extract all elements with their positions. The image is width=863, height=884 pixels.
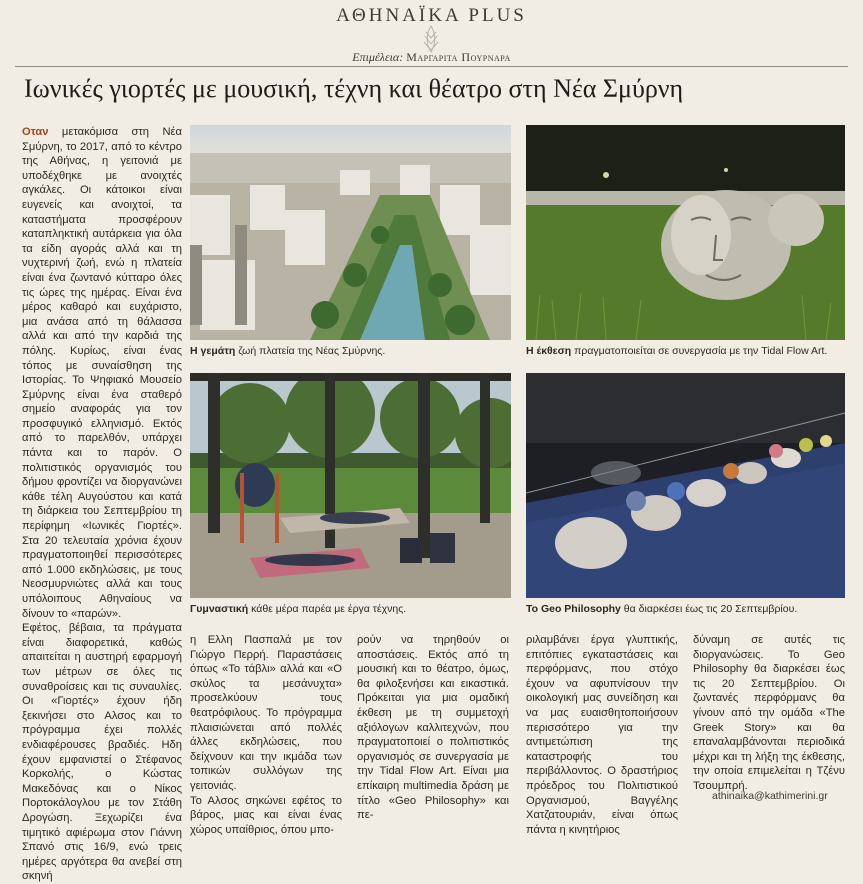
caption-gymnastics [190, 603, 406, 615]
article-column-1 [22, 125, 182, 883]
editor-credit [0, 50, 863, 65]
lead-word: Οταν [22, 126, 49, 138]
column-1-text: μετακόμισα στη Νέα Σμύρνη, το 2017, από το κέντρο της Αθήνας, η γειτονιά με υποδέχθηκε με ανοιχτές αγκάλες. Οι κάτοικοι είναι ευγενείς και ανοιχτοί, τα καταστήματα προσφέρουν καταπληκτική αυτάρκεια για όλα τα είδη αγοράς αλλά και τη νυχτερινή ζωή, ενώ η πλατεία είναι ένα ζωντανό κύτταρο όλες τις ώρες της ημέρας. Είναι ένα μέρος καθαρό και ευχάριστο, μια ανάσα από τη θάλασσα αλλά και από την καρδιά της πόλης. Κυρίως, είναι ένας τόπος με συναίσθηση της Ιστορίας. Το Ψηφιακό Μουσείο Σμύρνης είναι ένα σταθερό σημείο αναφοράς για τον προσφυγικό ελληνισμό. Εκτός από το παρελθόν, υπάρχει πάντα και το παρόν. Ο πολιτιστικός οργανισμός του δήμου φροντίζει να διοργανώνει κάθε τέλη Αυγούστου και κατά τη διάρκεια του Σεπτεμβρίου τη περίφημη «Ιωνικές Γιορτές». Στα 20 τελευταία χρόνια έχουν πραγματοποιηθεί περισσότερες από 1.000 εκδηλώσεις, με τους Νεοσμυρνιώτες αλλά και τους υπόλοιπους Αθηναίους να δίνουν το «παρών». Εφέτος, βέβαια, τα πράγματα είναι διαφορετικά, καθώς απαιτείται η αυστηρή εφαρμογή των μέτρων σε όλες τις συναθροίσεις και τις συναυλίες. Οι «Γιορτές» έχουν ήδη ξεκινήσει στο Αλσος και το πρόγραμμα έχει πολλές ενδιαφέρουσες βραδιές. Ηδη έχουν εμφανιστεί ο Στέφανος Κορκολής, ο Κώστας Μακεδόνας και ο Νίκος Πορτοκάλογλου με τον Στάθη Δρογώση. Ξεχωρίζει ένα τιμητικό αφιέρωμα στον Γιάννη Σπανό στις 16/9, ενώ τρεις ημέρες αργότερα θα ανεβεί στη σκηνή [22, 126, 182, 883]
article-column-4: ριλαμβάνει έργα γλυπτικής, επιτόπιες εγκαταστάσεις και περφόρμανς, που στόχο έχουν να αφυπνίσουν την οικολογική μας συνείδηση και να μας ευαισθητοποιήσουν περισσότερο για την αντιμετώπιση της καταστροφής του περιβάλλοντος. Ο δραστήριος πρόεδρος του Πολιτιστικού Οργανισμού, Βαγγέλης Χατζατουριάν, είναι όπως πάντα η κινητήριος [526, 634, 678, 836]
top-rule [15, 66, 848, 67]
caption-gymnastics-text: κάθε μέρα παρέα με έργα τέχνης. [248, 603, 407, 615]
photo-geo-philosophy [526, 373, 845, 598]
article-column-5: δύναμη σε αυτές τις διοργανώσεις. Το Geo Philosophy θα διαρκέσει έως τις 20 Σεπτεμβρίου. Οι ζωντανές περφόρμανς θα γίνουν από την ομάδα «The Greek Story» και θα επαναλαμβάνονται περιοδικά μέχρι και τη λήξη της έκθεσης, την οποία επιμελείται η Τζένυ Τσουμπρή. [693, 634, 845, 792]
caption-geo-philosophy-lead: Το Geo Philosophy [526, 603, 621, 615]
article-column-2: η Ελλη Πασπαλά με τον Γιώργο Περρή. Παραστάσεις όπως «Το τάβλι» αλλά και «Ο σκύλος τα μεσάνυχτα» προσελκύουν τους θεατρόφιλους. Το πρόγραμμα πλαισιώνεται από πολλές άλλες εκδηλώσεις, που δείχνουν και την ικμάδα των τοπικών συλλόγων της γειτονιάς. Το Αλσος σηκώνει εφέτος το βάρος, μιας και είναι ένας χώρος υπαίθριος, όπου μπο- [190, 634, 342, 836]
caption-geo-philosophy-text: θα διαρκέσει έως τις 20 Σεπτεμβρίου. [620, 603, 798, 615]
caption-square [190, 345, 385, 357]
masthead: ΑΘΗΝΑΪΚΑ PLUS [336, 5, 527, 26]
caption-exhibition-text: πραγματοποιείται σε συνεργασία με την Tidal Flow Art. [571, 345, 828, 357]
caption-exhibition [526, 345, 827, 357]
caption-geo-philosophy [526, 603, 797, 615]
footer-email[interactable]: athinaika@kathimerini.gr [712, 790, 828, 802]
headline: Ιωνικές γιορτές με μουσική, τέχνη και θέατρο στη Νέα Σμύρνη [24, 74, 684, 103]
caption-square-text: ζωή πλατεία της Νέας Σμύρνης. [235, 345, 386, 357]
photo-park-gymnastics [190, 373, 511, 598]
photo-square-aerial [190, 125, 511, 340]
photo-sculpture-head [526, 125, 845, 340]
caption-square-lead: Η γεμάτη [190, 345, 236, 357]
editor-name: Μαργαριτα Πουρναρα [406, 50, 511, 64]
article-column-3: ρούν να τηρηθούν οι αποστάσεις. Εκτός από τη μουσική και το θέατρο, όμως, θα φιλοξενήσει και εικαστικά. Πρόκειται για μια ομαδική έκθεση με τη συμμετοχή αξιόλογων καλλιτεχνών, που πραγματοποιεί ο πολιτιστικός οργανισμός σε συνεργασία με την Tidal Flow Art. Είναι μια επίκαιρη multimedia δράση με τίτλο «Geo Philosophy» και πε- [357, 634, 509, 822]
caption-gymnastics-lead: Γυμναστική [190, 603, 249, 615]
editor-label: Επιμέλεια: [352, 50, 404, 64]
caption-exhibition-lead: Η έκθεση [526, 345, 572, 357]
